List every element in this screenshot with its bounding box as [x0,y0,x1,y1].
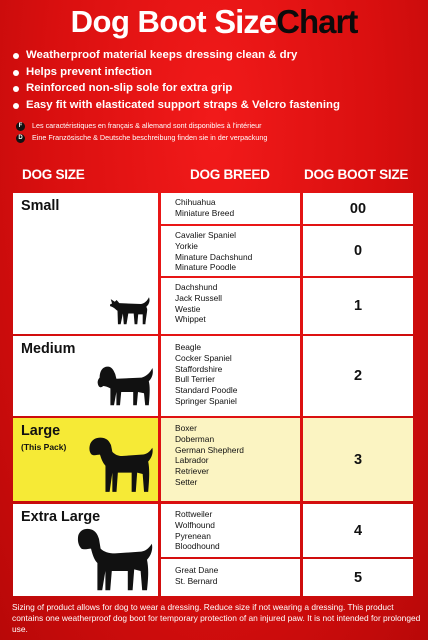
category-medium [13,336,158,416]
breed-cell [161,226,300,276]
medium-dog-icon [95,362,157,410]
language-note-text: Les caractéristiques en français & allemand sont disponibles à l'intérieur [32,121,262,130]
breed-name: Standard Poodle [175,385,238,396]
boot-size-cell: 0 [303,226,413,276]
feature-item: Helps prevent infection [12,64,422,81]
breed-cell [161,193,300,224]
breed-name: Cavalier Spaniel [175,230,236,240]
small-dog-icon [107,291,155,327]
breed-name: Staffordshire [175,363,223,374]
category-small [13,193,158,334]
category-label: Large [21,423,61,439]
category-note: (This Pack) [21,442,67,452]
breed-name: Setter [175,476,198,487]
category-label: Extra Large [21,509,101,525]
title-dog-boot: Dog Boot [70,4,207,39]
breed-name: Cocker Spaniel [175,352,232,363]
boot-size-cell: 4 [303,504,413,557]
french-badge-icon: F [16,122,25,131]
breed-name: Westie [175,303,201,314]
breed-cell [161,418,300,501]
feature-item: Weatherproof material keeps dressing clean & dry [12,47,422,64]
header-dog-boot-size: DOG BOOT SIZE [304,167,409,182]
title-chart: Chart [276,3,358,40]
feature-item: Easy fit with elasticated support straps & Velcro fastening [12,97,422,114]
boot-size-cell: 1 [303,278,413,334]
footer-note: Sizing of product allows for dog to wear a dressing. Reduce size if not wearing a dressing. This product contains one weatherproof dog boot for temporary protection of an injured paw. It is not intended for prolonged use. [12,602,421,634]
breed-cell [161,278,300,334]
breed-cell [161,559,300,596]
extra-large-dog-icon [75,526,155,592]
boot-size-cell: 5 [303,559,413,596]
breed-name: Beagle [175,342,202,352]
category-large [13,418,158,501]
breed-name: Rottweiler [175,509,213,519]
breed-name: Labrador [175,455,209,466]
breed-name: Wolfhound [175,519,215,530]
breed-name: Jack Russell [175,292,223,303]
breed-name: Miniature Breed [175,207,235,218]
breed-name: Minature Dachshund [175,251,253,262]
german-badge-icon: D [16,134,25,143]
boot-size-cell: 2 [303,336,413,416]
breed-name: Yorkie [175,240,198,251]
category-label: Small [21,198,60,214]
breed-name: German Shepherd [175,444,244,455]
language-note-text: Eine Französische & Deutsche beschreibung finden sie in der verpackung [32,133,268,142]
breed-name: Boxer [175,423,197,433]
feature-list [12,47,422,113]
language-notes [16,120,426,144]
language-note-french [16,120,426,132]
title-size: Size [214,3,277,40]
category-extra-large [13,504,158,596]
breed-name: Great Dane [175,565,219,575]
breed-name: Bull Terrier [175,374,215,385]
breed-name: Springer Spaniel [175,395,237,406]
boot-size-cell: 3 [303,418,413,501]
breed-name: St. Bernard [175,575,218,586]
breed-name: Retriever [175,466,209,477]
breed-name: Doberman [175,433,215,444]
header-dog-size: DOG SIZE [22,167,85,182]
category-label: Medium [21,341,76,357]
page-title [0,2,428,42]
language-note-german [16,132,426,144]
breed-cell [161,336,300,416]
breed-name: Chihuahua [175,197,216,207]
breed-name: Pyrenean [175,530,211,541]
breed-name: Whippet [175,314,206,325]
header-dog-breed: DOG BREED [190,167,270,182]
breed-name: Bloodhound [175,541,220,552]
breed-cell [161,504,300,557]
large-dog-icon [87,434,157,496]
feature-item: Reinforced non-slip sole for extra grip [12,80,422,97]
breed-name: Dachshund [175,282,218,292]
breed-name: Minature Poodle [175,262,236,273]
boot-size-cell: 00 [303,193,413,224]
